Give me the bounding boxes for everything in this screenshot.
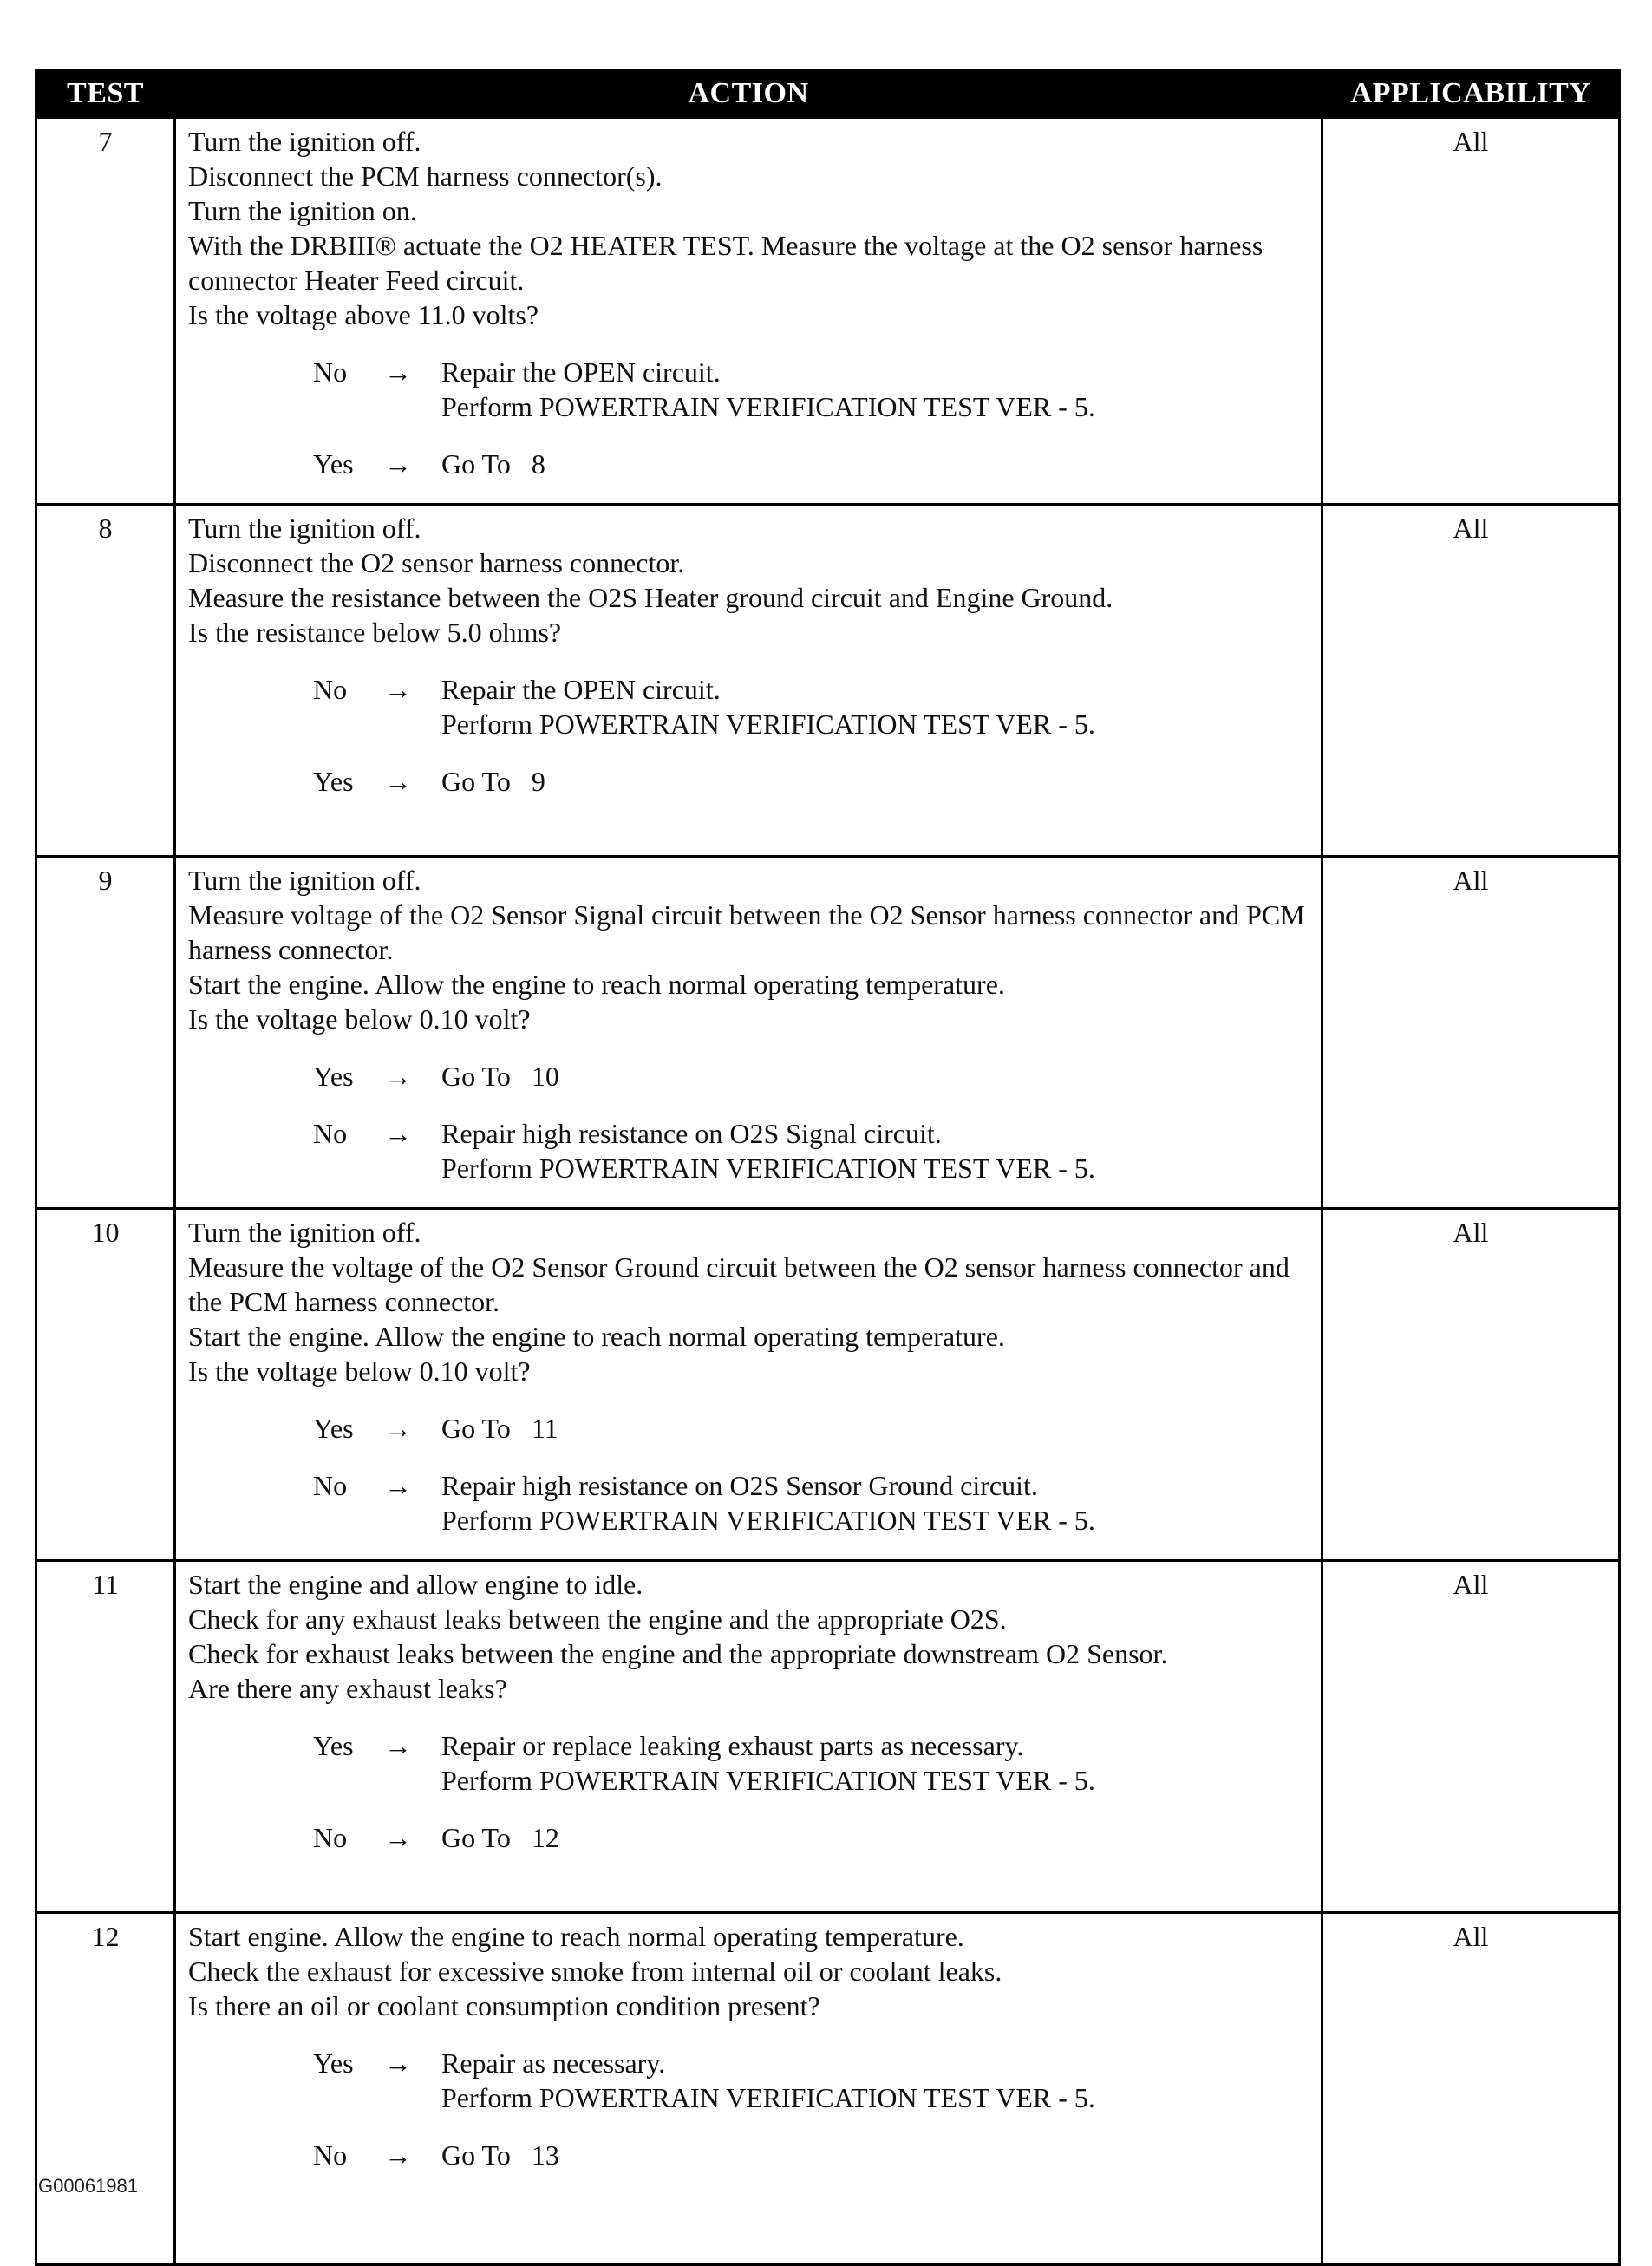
header-action: ACTION <box>175 70 1322 118</box>
action-step: Disconnect the O2 sensor harness connector. <box>188 547 685 578</box>
right-arrow-icon: → <box>384 2139 412 2171</box>
outcome-result <box>441 1820 1312 1855</box>
action-step: Measure the voltage of the O2 Sensor Ground circuit between the O2 sensor harness connector and the PCM harness connector. <box>188 1251 1290 1317</box>
outcome-answer: Yes <box>313 448 354 480</box>
action-cell <box>175 1209 1322 1561</box>
applicability-value: All <box>1322 118 1620 505</box>
outcome-line: Repair high resistance on O2S Signal circuit. <box>441 1118 942 1149</box>
action-step: Turn the ignition on. <box>188 195 417 226</box>
outcome-branch <box>313 2138 1312 2172</box>
outcome-answer: No <box>313 1470 348 1501</box>
outcome-line: Repair high resistance on O2S Sensor Ground circuit. <box>441 1470 1038 1501</box>
action-step: Are there any exhaust leaks? <box>188 1673 507 1704</box>
outcome-result <box>441 672 1312 741</box>
outcome-branch <box>313 764 1312 799</box>
action-step: Check for any exhaust leaks between the engine and the appropriate O2S. <box>188 1603 1007 1635</box>
table-header-row <box>36 70 1620 118</box>
outcome-line: Go To 13 <box>441 2139 559 2171</box>
figure-id: G00061981 <box>38 2175 138 2197</box>
action-cell <box>175 1913 1322 2265</box>
outcome-line: Repair as necessary. <box>441 2047 666 2079</box>
right-arrow-icon: → <box>384 1470 412 1501</box>
right-arrow-icon: → <box>384 1118 412 1149</box>
outcome-line: Go To 12 <box>441 1822 559 1853</box>
action-step: Turn the ignition off. <box>188 126 421 157</box>
right-arrow-icon: → <box>384 1413 412 1444</box>
test-number: 11 <box>36 1561 175 1913</box>
applicability-value: All <box>1322 1209 1620 1561</box>
outcome-branch <box>313 1411 1312 1446</box>
action-step: With the DRBIII® actuate the O2 HEATER TEST. Measure the voltage at the O2 sensor harness connector Heater Feed circuit. <box>188 230 1263 296</box>
outcome-result <box>441 1728 1312 1798</box>
outcome-result <box>441 1468 1312 1538</box>
outcome-line: Go To 11 <box>441 1413 558 1444</box>
outcome-answer: No <box>313 674 348 705</box>
outcome-line: Go To 10 <box>441 1061 559 1092</box>
right-arrow-icon: → <box>384 674 412 705</box>
action-step: Is the voltage above 11.0 volts? <box>188 299 539 330</box>
outcome-result <box>441 1411 1312 1446</box>
right-arrow-icon: → <box>384 766 412 797</box>
test-number: 8 <box>36 505 175 857</box>
action-step: Measure voltage of the O2 Sensor Signal circuit between the O2 Sensor harness connector and PCM harness connector. <box>188 899 1305 965</box>
outcome-line: Perform POWERTRAIN VERIFICATION TEST VER - 5. <box>441 1153 1095 1184</box>
action-step: Disconnect the PCM harness connector(s). <box>188 160 663 192</box>
test-number: 12 <box>36 1913 175 2265</box>
header-test: TEST <box>36 70 175 118</box>
outcome-branch <box>313 355 1312 424</box>
header-applicability: APPLICABILITY <box>1322 70 1620 118</box>
outcome-line: Perform POWERTRAIN VERIFICATION TEST VER - 5. <box>441 1765 1095 1796</box>
right-arrow-icon: → <box>384 356 412 388</box>
outcome-answer: No <box>313 356 348 388</box>
outcome-result <box>441 764 1312 799</box>
outcome-branch <box>313 1059 1312 1094</box>
table-row <box>36 118 1620 505</box>
outcome-answer: No <box>313 1118 348 1149</box>
action-cell <box>175 118 1322 505</box>
outcome-result <box>441 2046 1312 2115</box>
table-row <box>36 857 1620 1209</box>
outcome-answer: Yes <box>313 1061 354 1092</box>
action-step: Start engine. Allow the engine to reach normal operating temperature. <box>188 1921 964 1952</box>
outcome-result <box>441 1059 1312 1094</box>
outcome-result <box>441 1116 1312 1185</box>
action-step: Start the engine and allow engine to idle. <box>188 1569 643 1600</box>
outcome-line: Perform POWERTRAIN VERIFICATION TEST VER - 5. <box>441 1505 1095 1536</box>
outcome-line: Go To 9 <box>441 766 545 797</box>
action-step: Turn the ignition off. <box>188 1217 421 1248</box>
test-number: 9 <box>36 857 175 1209</box>
outcome-result <box>441 355 1312 424</box>
outcome-answer: Yes <box>313 766 354 797</box>
outcome-line: Perform POWERTRAIN VERIFICATION TEST VER - 5. <box>441 391 1095 422</box>
outcome-branch <box>313 672 1312 741</box>
action-step: Is the voltage below 0.10 volt? <box>188 1355 531 1387</box>
action-step: Measure the resistance between the O2S Heater ground circuit and Engine Ground. <box>188 582 1113 613</box>
outcome-line: Perform POWERTRAIN VERIFICATION TEST VER - 5. <box>441 709 1095 740</box>
action-step: Check the exhaust for excessive smoke from internal oil or coolant leaks. <box>188 1956 1002 1987</box>
applicability-value: All <box>1322 1561 1620 1913</box>
outcome-line: Repair the OPEN circuit. <box>441 674 721 705</box>
outcome-line: Repair the OPEN circuit. <box>441 356 721 388</box>
outcome-branch <box>313 447 1312 481</box>
action-cell <box>175 1561 1322 1913</box>
action-step: Is the resistance below 5.0 ohms? <box>188 617 562 648</box>
action-step: Turn the ignition off. <box>188 513 421 544</box>
outcome-branch <box>313 1820 1312 1855</box>
outcome-result <box>441 447 1312 481</box>
outcome-answer: Yes <box>313 1730 354 1761</box>
action-step: Check for exhaust leaks between the engine and the appropriate downstream O2 Sensor. <box>188 1638 1168 1669</box>
applicability-value: All <box>1322 857 1620 1209</box>
outcome-branch <box>313 1468 1312 1538</box>
table-row <box>36 505 1620 857</box>
right-arrow-icon: → <box>384 2047 412 2079</box>
action-cell <box>175 505 1322 857</box>
action-step: Start the engine. Allow the engine to reach normal operating temperature. <box>188 1321 1005 1352</box>
table-row <box>36 1561 1620 1913</box>
action-cell <box>175 857 1322 1209</box>
table-body <box>36 118 1620 2265</box>
right-arrow-icon: → <box>384 1822 412 1853</box>
diagnostic-procedure-sheet <box>35 69 1618 2266</box>
outcome-line: Go To 8 <box>441 448 545 480</box>
outcome-branch <box>313 2046 1312 2115</box>
applicability-value: All <box>1322 1913 1620 2265</box>
applicability-value: All <box>1322 505 1620 857</box>
table-row <box>36 1209 1620 1561</box>
action-step: Is the voltage below 0.10 volt? <box>188 1003 531 1035</box>
outcome-line: Perform POWERTRAIN VERIFICATION TEST VER - 5. <box>441 2082 1095 2113</box>
right-arrow-icon: → <box>384 1730 412 1761</box>
action-step: Start the engine. Allow the engine to reach normal operating temperature. <box>188 969 1005 1000</box>
test-number: 7 <box>36 118 175 505</box>
outcome-line: Repair or replace leaking exhaust parts as necessary. <box>441 1730 1024 1761</box>
outcome-branch <box>313 1728 1312 1798</box>
outcome-result <box>441 2138 1312 2172</box>
action-step: Is there an oil or coolant consumption condition present? <box>188 1990 820 2021</box>
outcome-answer: Yes <box>313 2047 354 2079</box>
outcome-answer: No <box>313 2139 348 2171</box>
right-arrow-icon: → <box>384 1061 412 1092</box>
outcome-answer: No <box>313 1822 348 1853</box>
outcome-branch <box>313 1116 1312 1185</box>
table-row <box>36 1913 1620 2265</box>
test-number: 10 <box>36 1209 175 1561</box>
test-action-table <box>35 69 1621 2266</box>
outcome-answer: Yes <box>313 1413 354 1444</box>
action-step: Turn the ignition off. <box>188 865 421 896</box>
right-arrow-icon: → <box>384 448 412 480</box>
